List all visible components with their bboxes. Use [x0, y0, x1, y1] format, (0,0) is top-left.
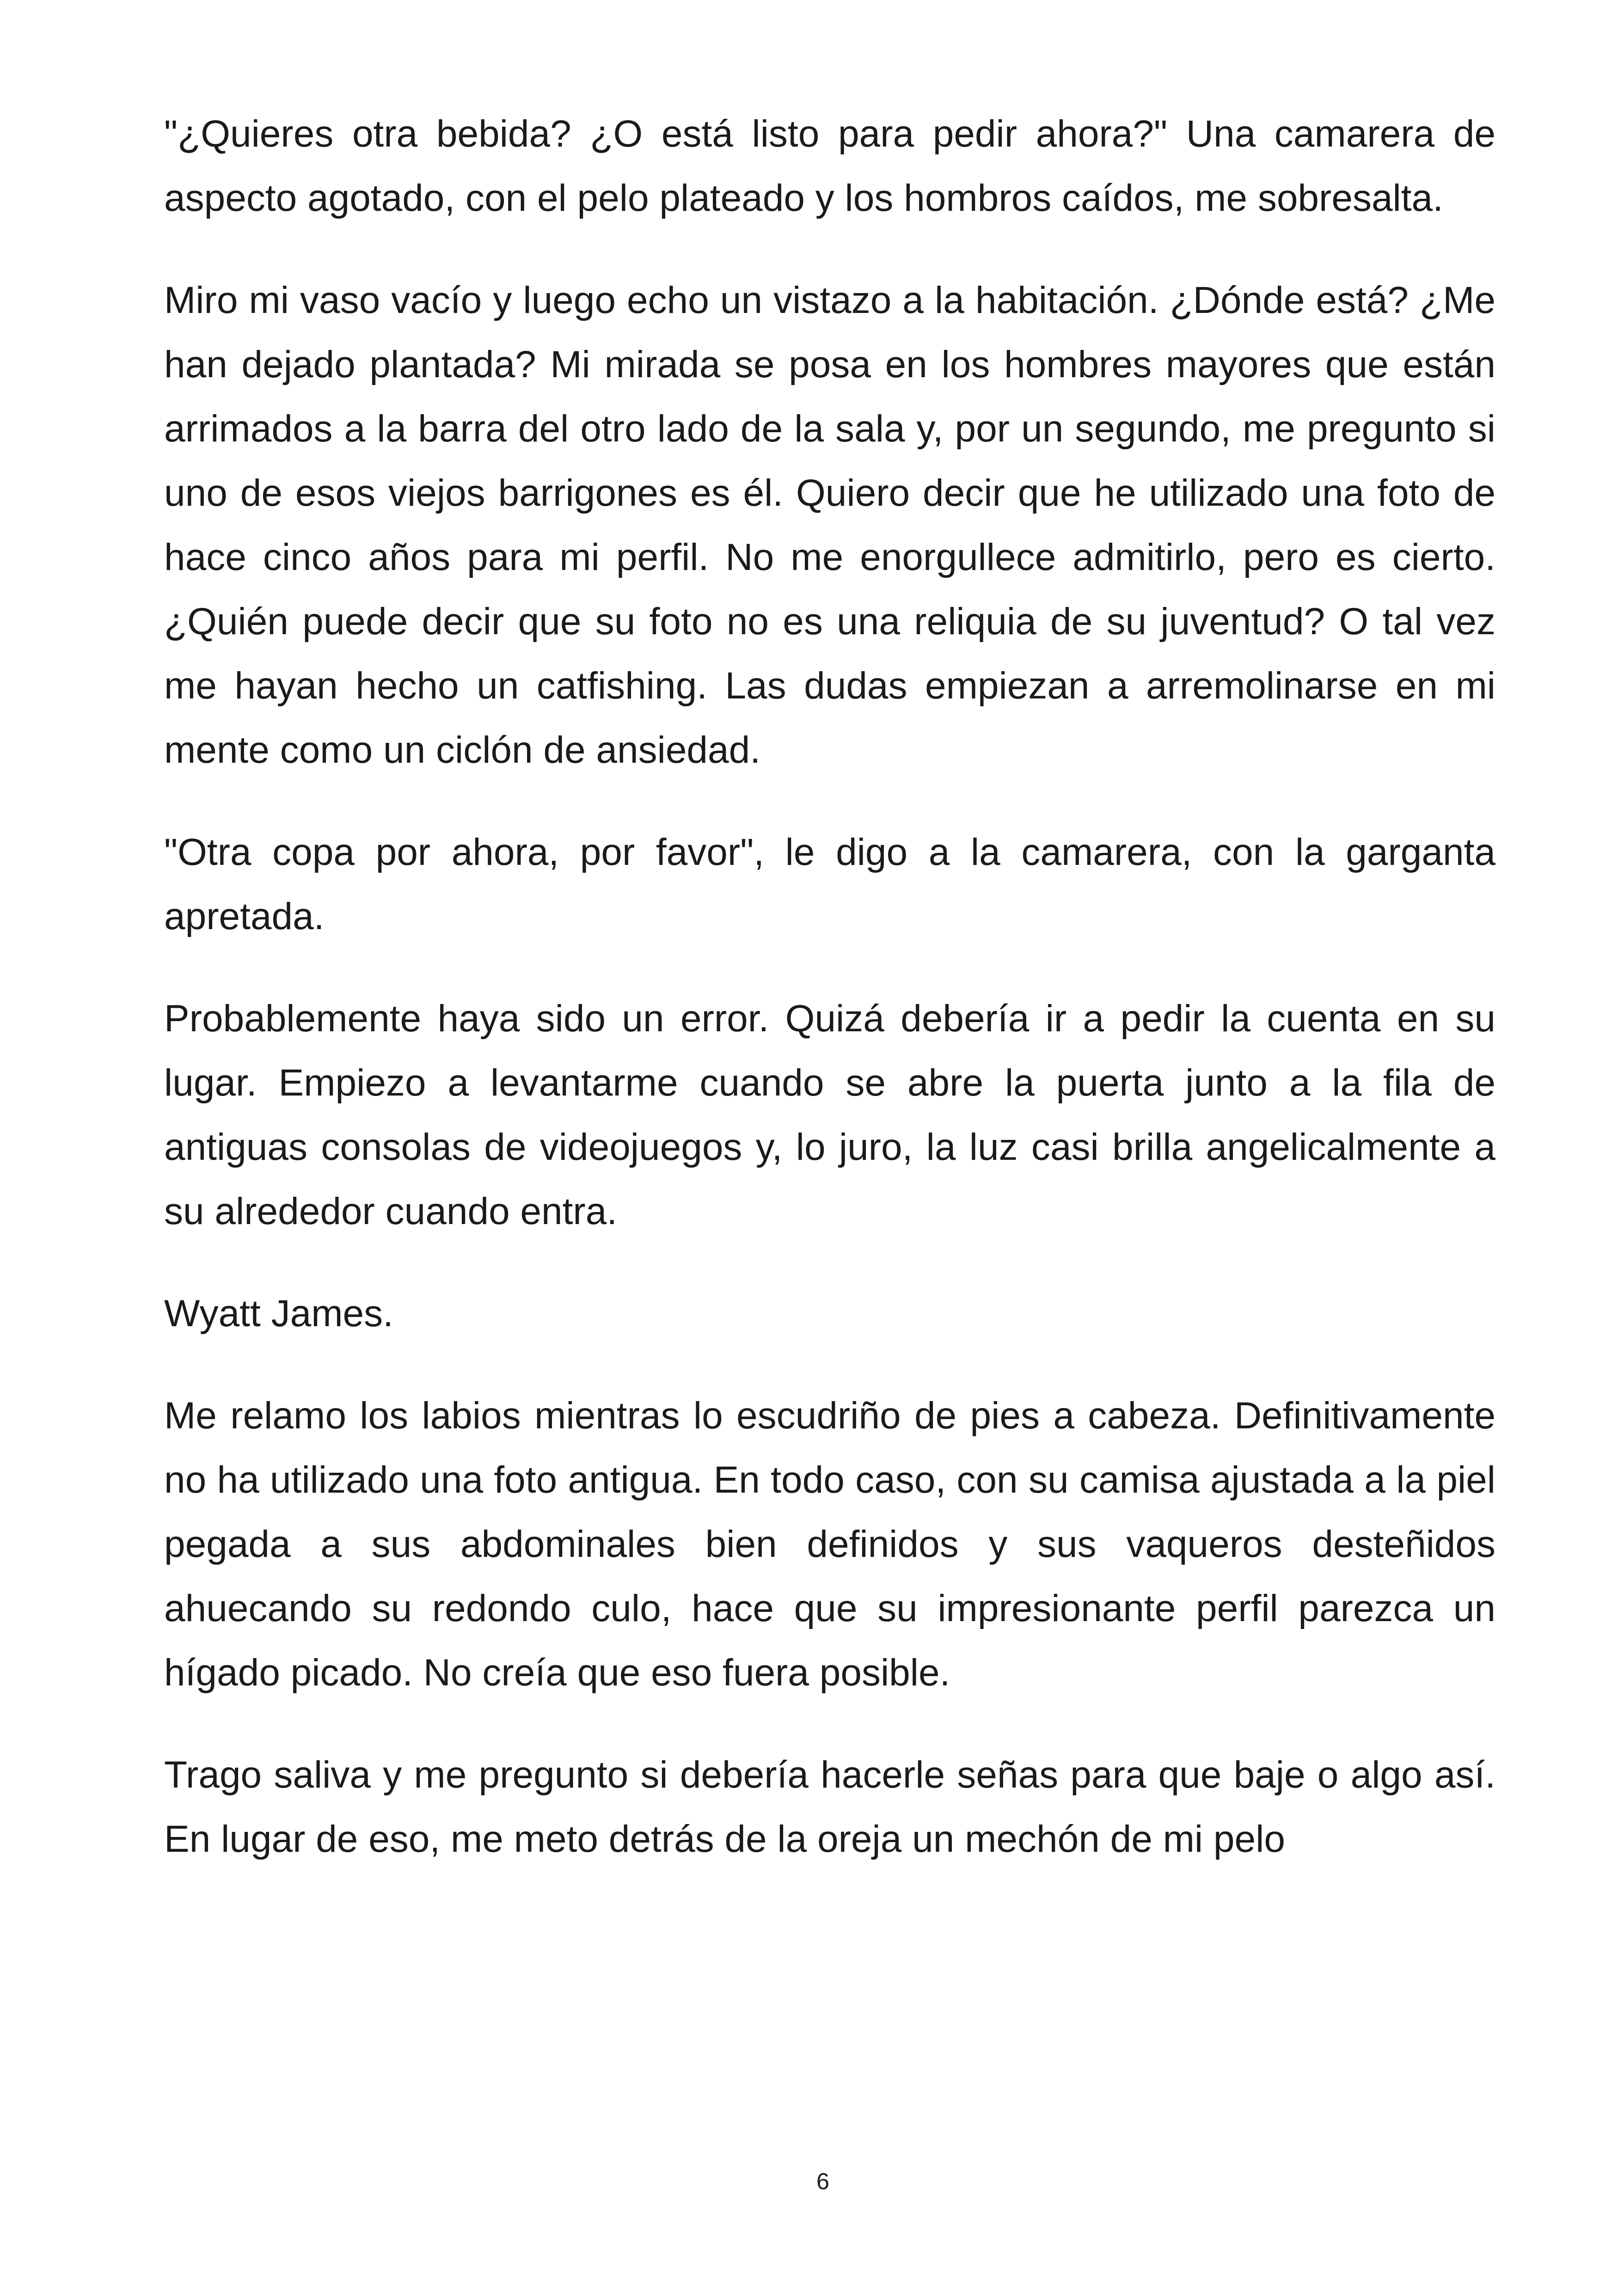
page-number: 6	[816, 2168, 829, 2194]
paragraph: "¿Quieres otra bebida? ¿O está listo para pedir ahora?" Una camarera de aspecto agotado, con el pelo plateado y los hombros caídos, me sobresalta.	[164, 113, 1495, 219]
paragraph: Miro mi vaso vacío y luego echo un vistazo a la habitación. ¿Dónde está? ¿Me han dejado plantada? Mi mirada se posa en los hombres mayores que están arrimados a la barra del otro lado de la sala y, por un segundo, me pregunto si uno de esos viejos barrigones es él. Quiero decir que he utilizado una foto de hace cinco años para mi perfil. No me enorgullece admitirlo, pero es cierto. ¿Quién puede decir que su foto no es una reliquia de su juventud? O tal vez me hayan hecho un catfishing. Las dudas empiezan a arremolinarse en mi mente como un ciclón de ansiedad.	[164, 279, 1495, 771]
paragraph: Me relamo los labios mientras lo escudriño de pies a cabeza. Definitivamente no ha utilizado una foto antigua. En todo caso, con su camisa ajustada a la piel pegada a sus abdominales bien definidos y sus vaqueros desteñidos ahuecando su redondo culo, hace que su impresionante perfil parezca un hígado picado. No creía que eso fuera posible.	[164, 1395, 1495, 1694]
paragraph: "Otra copa por ahora, por favor", le digo a la camarera, con la garganta apretada.	[164, 831, 1495, 937]
paragraph: Wyatt James.	[164, 1292, 393, 1335]
paragraph: Trago saliva y me pregunto si debería hacerle señas para que baje o algo así. En lugar de eso, me meto detrás de la oreja un mechón de mi pelo	[164, 1754, 1495, 1860]
body-text	[164, 102, 1495, 1871]
paragraph: Probablemente haya sido un error. Quizá debería ir a pedir la cuenta en su lugar. Empiezo a levantarme cuando se abre la puerta junto a la fila de antiguas consolas de videojuegos y, lo juro, la luz casi brilla angelicalmente a su alrededor cuando entra.	[164, 998, 1495, 1232]
